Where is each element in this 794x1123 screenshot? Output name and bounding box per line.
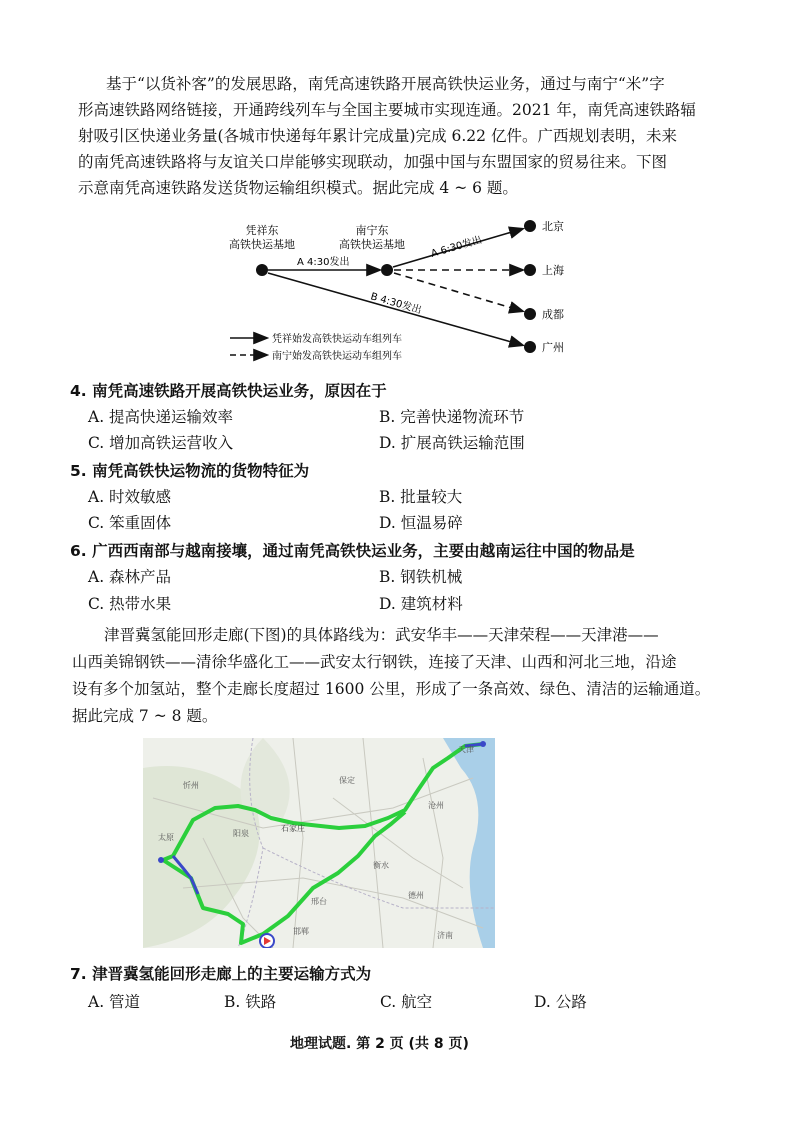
chengdu-node <box>524 308 536 320</box>
intro2-line-4: 据此完成 7 ~ 8 题。 <box>72 707 218 725</box>
intro2-line-2: 山西美锦钢铁——清徐华盛化工——武安太行钢铁，连接了天津、山西和河北三地，沿途 <box>72 653 677 671</box>
q6-option-a[interactable]: A. 森林产品 <box>88 568 172 586</box>
intro1-line-1: 基于“以货补客”的发展思路，南凭高速铁路开展高铁快运业务，通过与南宁“米”字 <box>106 75 665 93</box>
page-footer: 地理试题. 第 2 页 (共 8 页) <box>290 1036 469 1052</box>
q4-stem: 4. 南凭高速铁路开展高铁快运业务，原因在于 <box>70 382 387 400</box>
map-canvas <box>143 738 495 948</box>
city-jinan: 济南 <box>437 931 453 940</box>
q4-option-a[interactable]: A. 提高快递运输效率 <box>88 408 234 426</box>
city-hengshui: 衡水 <box>373 861 389 870</box>
q6-option-c[interactable]: C. 热带水果 <box>88 595 172 613</box>
city-dezhou: 德州 <box>408 891 424 900</box>
guangzhou-label: 广州 <box>542 341 564 354</box>
q6-option-d[interactable]: D. 建筑材料 <box>379 595 463 613</box>
city-xingtai: 邢台 <box>311 897 327 906</box>
q7-option-c[interactable]: C. 航空 <box>380 993 433 1011</box>
q7-option-b[interactable]: B. 铁路 <box>224 993 277 1011</box>
intro1-line-5: 示意南凭高速铁路发送货物运输组织模式。据此完成 4 ~ 6 题。 <box>78 179 518 197</box>
nanning-label-1: 南宁东 <box>355 224 389 237</box>
terrain-patch <box>241 738 290 818</box>
city-handan: 邯郸 <box>293 927 309 936</box>
legend-solid-label: 凭祥始发高铁快运动车组列车 <box>272 334 402 345</box>
city-baoding: 保定 <box>339 776 355 785</box>
shanghai-node <box>524 264 536 276</box>
hydrogen-corridor-map <box>143 738 495 948</box>
q5-option-c[interactable]: C. 笨重固体 <box>88 514 172 532</box>
start-marker-icon <box>260 934 274 948</box>
label-a-630: A 6:30发出 <box>429 234 484 260</box>
q7-stem: 7. 津晋冀氢能回形走廊上的主要运输方式为 <box>70 965 372 983</box>
q6-option-b[interactable]: B. 钢铁机械 <box>379 568 463 586</box>
city-yangquan: 阳泉 <box>233 829 249 838</box>
intro2-line-3: 设有多个加氢站，整个走廊长度超过 1600 公里，形成了一条高效、绿色、清洁的运输通道。 <box>72 680 711 698</box>
guangzhou-node <box>524 341 536 353</box>
city-taiyuan: 太原 <box>158 833 174 842</box>
label-a-430: A 4:30发出 <box>297 257 350 268</box>
q5-option-a[interactable]: A. 时效敏感 <box>88 488 172 506</box>
intro1-line-4: 的南凭高速铁路将与友谊关口岸能够实现联动，加强中国与东盟国家的贸易往来。下图 <box>78 153 668 171</box>
label-b-430: B 4:30发出 <box>369 291 423 317</box>
pingxiang-node <box>256 264 268 276</box>
pingxiang-label-2: 高铁快运基地 <box>229 238 295 251</box>
beijing-label: 北京 <box>542 220 564 233</box>
q4-option-c[interactable]: C. 增加高铁运营收入 <box>88 434 234 452</box>
intro1-line-2: 形高速铁路网络链接，开通跨线列车与全国主要城市实现连通。2021 年，南凭高速铁路辐 <box>78 101 696 119</box>
route-end-point <box>480 741 486 747</box>
rail-transport-diagram <box>200 210 600 370</box>
intro1-line-3: 射吸引区快递业务量(各城市快递每年累计完成量)完成 6.22 亿件。广西规划表明，未来 <box>78 127 677 145</box>
nanning-label-2: 高铁快运基地 <box>339 238 405 251</box>
legend-dashed-label: 南宁始发高铁快运动车组列车 <box>272 351 402 362</box>
q5-option-b[interactable]: B. 批量较大 <box>379 488 463 506</box>
q6-stem: 6. 广西西南部与越南接壤，通过南凭高铁快运业务，主要由越南运往中国的物品是 <box>70 542 635 560</box>
route-west-point <box>158 857 164 863</box>
intro2-line-1: 津晋冀氢能回形走廊(下图)的具体路线为：武安华丰——天津荣程——天津港—— <box>104 626 659 644</box>
q5-option-d[interactable]: D. 恒温易碎 <box>379 514 463 532</box>
q5-stem: 5. 南凭高铁快运物流的货物特征为 <box>70 462 310 480</box>
nanning-node <box>381 264 393 276</box>
q4-option-b[interactable]: B. 完善快递物流环节 <box>379 408 525 426</box>
q7-option-a[interactable]: A. 管道 <box>88 993 141 1011</box>
city-xinzhou: 忻州 <box>183 781 199 790</box>
beijing-node <box>524 220 536 232</box>
pingxiang-label-1: 凭祥东 <box>245 224 279 237</box>
chengdu-label: 成都 <box>542 308 564 321</box>
city-shijiazhuang: 石家庄 <box>281 824 305 833</box>
q7-option-d[interactable]: D. 公路 <box>534 993 587 1011</box>
shanghai-label: 上海 <box>542 264 564 277</box>
q4-option-d[interactable]: D. 扩展高铁运输范围 <box>379 434 525 452</box>
city-tianjin: 天津 <box>458 745 474 754</box>
sea-area <box>443 738 495 948</box>
city-cangzhou: 沧州 <box>428 801 444 810</box>
